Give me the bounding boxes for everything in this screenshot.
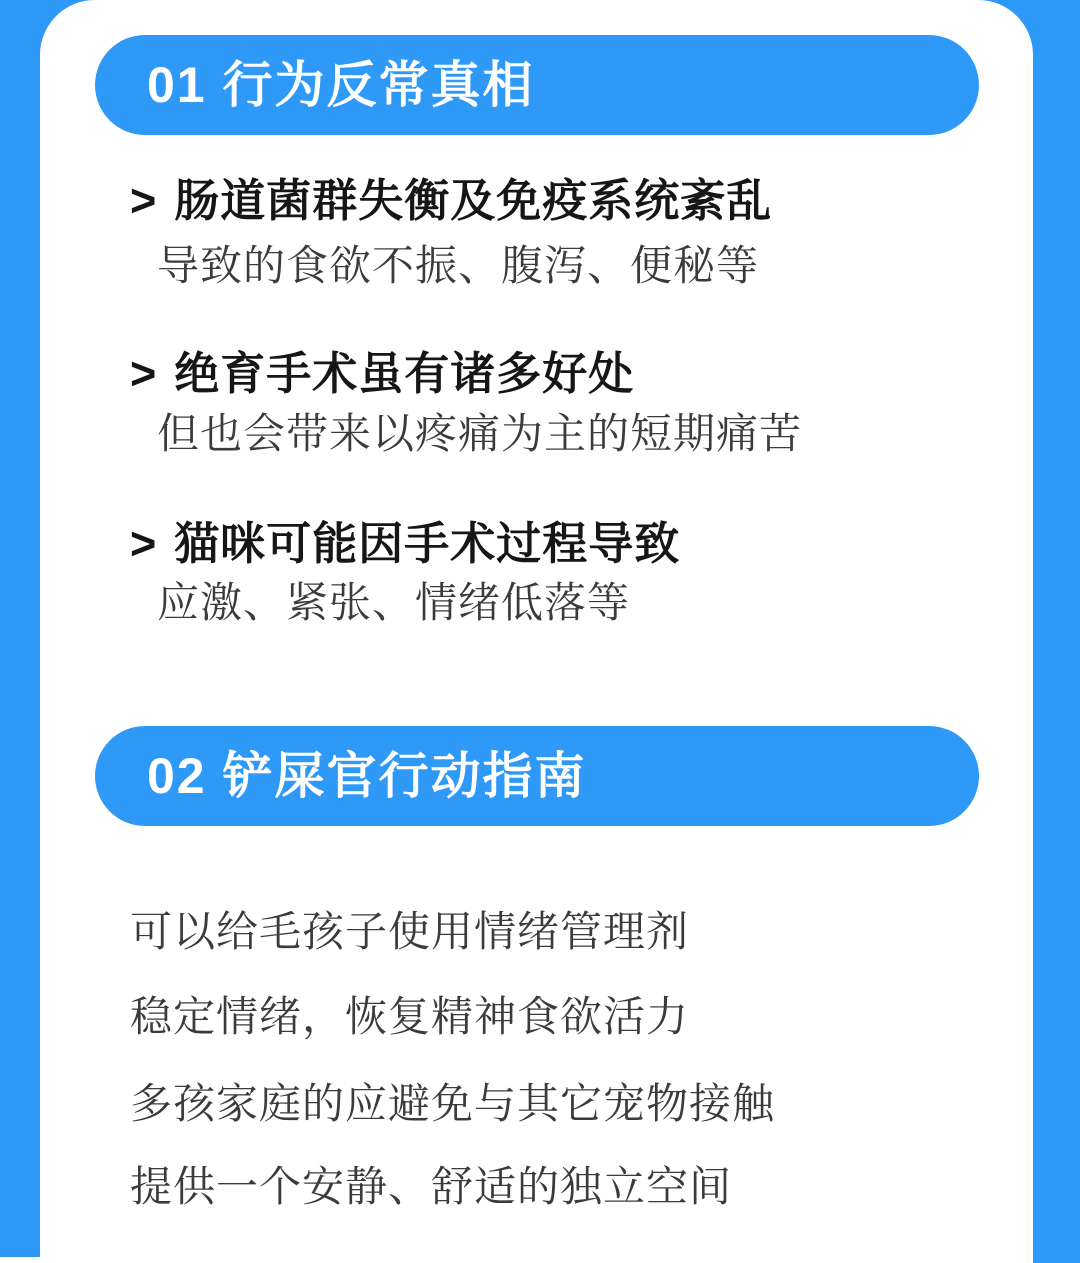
guide-paragraph-2: 稳定情绪，恢复精神食欲活力 xyxy=(130,993,690,1040)
bullet-item-2-title xyxy=(130,349,634,399)
section-02-header-pill xyxy=(95,726,979,826)
bullet-marker: > xyxy=(130,348,158,399)
bullet-marker: > xyxy=(130,518,158,569)
section-02-heading: 02 铲屎官行动指南 xyxy=(147,748,587,804)
bullet-item-2-detail: 但也会带来以疼痛为主的短期痛苦 xyxy=(157,410,803,457)
bullet-item-1-headline: 肠道菌群失衡及免疫系统紊乱 xyxy=(174,175,773,226)
guide-paragraph-3: 多孩家庭的应避免与其它宠物接触 xyxy=(130,1080,776,1127)
section-01-heading: 01 行为反常真相 xyxy=(147,57,535,113)
guide-paragraph-4: 提供一个安静、舒适的独立空间 xyxy=(130,1163,733,1210)
bullet-item-1-detail: 导致的食欲不振、腹泻、便秘等 xyxy=(157,242,760,289)
guide-paragraph-1: 可以给毛孩子使用情绪管理剂 xyxy=(130,908,690,955)
bullet-item-1-title xyxy=(130,176,772,226)
section-01-header-pill xyxy=(95,35,979,135)
bullet-marker: > xyxy=(130,175,158,226)
bullet-item-2-headline: 绝育手术虽有诸多好处 xyxy=(174,348,635,399)
bullet-item-3-headline: 猫咪可能因手术过程导致 xyxy=(174,518,681,569)
bullet-item-3-detail: 应激、紧张、情绪低落等 xyxy=(157,579,631,626)
bottom-left-notch xyxy=(0,1257,40,1263)
bullet-item-3-title xyxy=(130,519,680,569)
